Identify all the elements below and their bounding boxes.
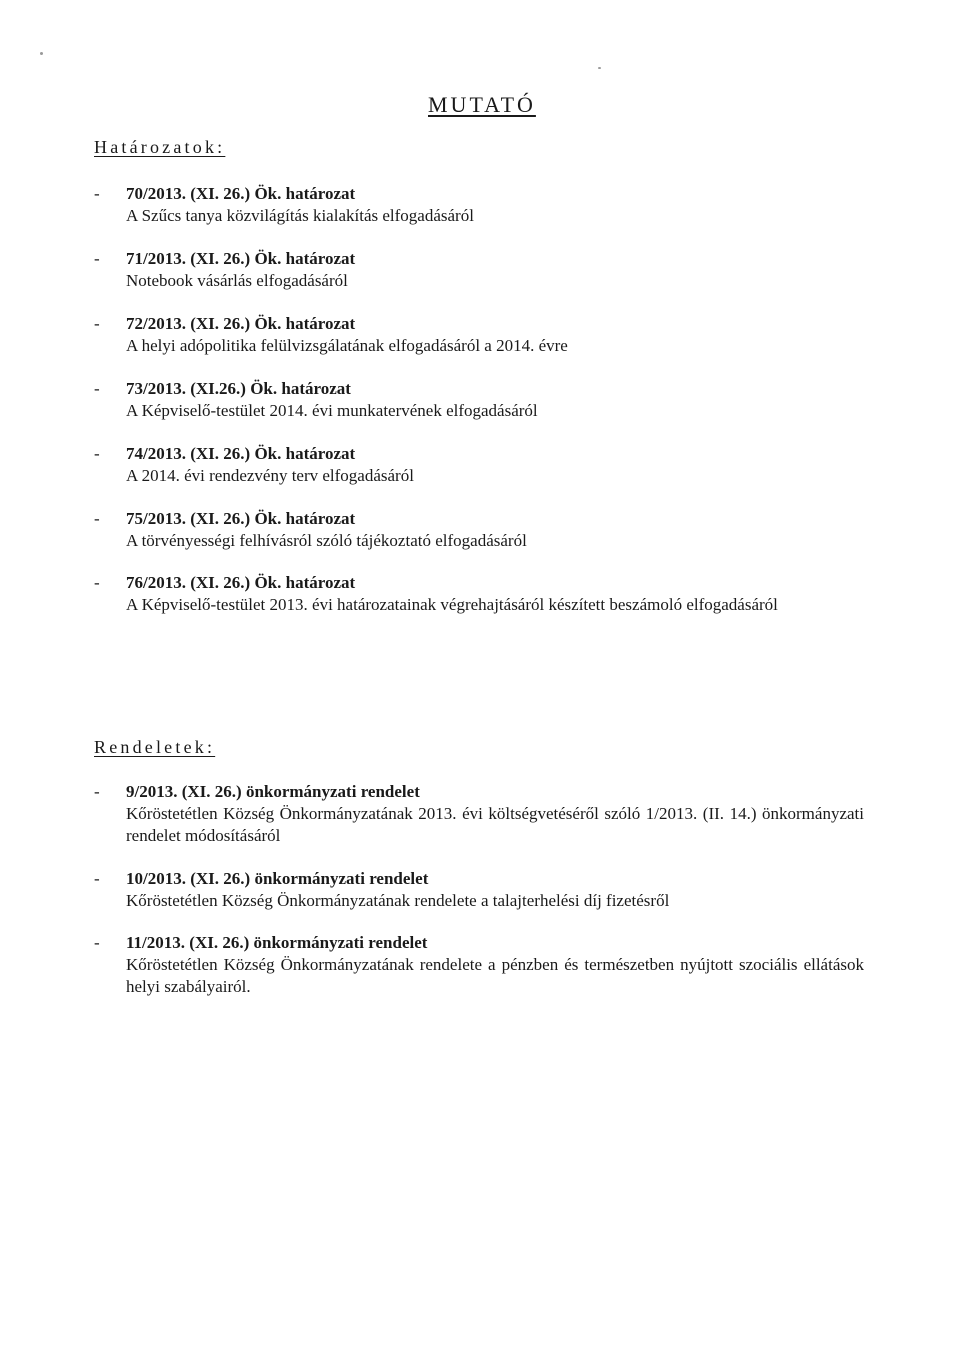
decree-description: Kőröstetétlen Község Önkormányzatának rendelete a pénzben és természetben nyújtott szociális ellátások helyi szabályairól. <box>126 955 864 996</box>
decree-entry <box>94 932 874 998</box>
scan-speck <box>598 67 601 69</box>
resolution-description: A Képviselő-testület 2013. évi határozatainak végrehajtásáról készített beszámoló elfogadásáról <box>126 595 778 614</box>
resolution-reference: 74/2013. (XI. 26.) Ök. határozat <box>126 444 356 463</box>
resolution-entry <box>94 508 874 552</box>
list-dash: - <box>94 869 100 888</box>
list-dash: - <box>94 184 100 203</box>
resolution-description: A törvényességi felhívásról szóló tájékoztató elfogadásáról <box>126 531 527 550</box>
decree-entry <box>94 868 874 912</box>
list-dash: - <box>94 314 100 333</box>
resolution-reference: 71/2013. (XI. 26.) Ök. határozat <box>126 249 356 268</box>
resolution-description: A Képviselő-testület 2014. évi munkatervének elfogadásáról <box>126 401 538 420</box>
decree-reference: 10/2013. (XI. 26.) önkormányzati rendelet <box>126 869 429 888</box>
resolution-entry <box>94 572 874 616</box>
decree-reference: 9/2013. (XI. 26.) önkormányzati rendelet <box>126 782 420 801</box>
resolution-entry <box>94 183 874 227</box>
decree-description: Kőröstetétlen Község Önkormányzatának 2013. évi költségvetéséről szóló 1/2013. (II. 14.) önkormányzati rendelet módosításáról <box>126 804 864 845</box>
resolution-description: A helyi adópolitika felülvizsgálatának elfogadásáról a 2014. évre <box>126 336 568 355</box>
resolution-reference: 72/2013. (XI. 26.) Ök. határozat <box>126 314 356 333</box>
decree-description: Kőröstetétlen Község Önkormányzatának rendelete a talajterhelési díj fizetésről <box>126 891 670 910</box>
resolution-description: A 2014. évi rendezvény terv elfogadásáról <box>126 466 414 485</box>
resolution-entry <box>94 248 874 292</box>
resolution-reference: 76/2013. (XI. 26.) Ök. határozat <box>126 573 356 592</box>
list-dash: - <box>94 933 100 952</box>
section-heading-rendeletek: Rendeletek: <box>94 737 216 757</box>
list-dash: - <box>94 444 100 463</box>
resolution-description: Notebook vásárlás elfogadásáról <box>126 271 348 290</box>
list-dash: - <box>94 379 100 398</box>
resolution-description: A Szűcs tanya közvilágítás kialakítás elfogadásáról <box>126 206 474 225</box>
scan-speck <box>40 52 43 55</box>
resolution-entry <box>94 313 874 357</box>
decree-entry <box>94 781 874 847</box>
resolution-reference: 70/2013. (XI. 26.) Ök. határozat <box>126 184 356 203</box>
list-dash: - <box>94 782 100 801</box>
resolution-reference: 73/2013. (XI.26.) Ök. határozat <box>126 379 351 398</box>
decree-reference: 11/2013. (XI. 26.) önkormányzati rendelet <box>126 933 428 952</box>
resolution-entry <box>94 378 874 422</box>
resolution-entry <box>94 443 874 487</box>
list-dash: - <box>94 249 100 268</box>
section-heading-hatarozatok: Határozatok: <box>94 137 226 157</box>
list-dash: - <box>94 509 100 528</box>
list-dash: - <box>94 573 100 592</box>
page-title: MUTATÓ <box>428 92 536 117</box>
resolution-reference: 75/2013. (XI. 26.) Ök. határozat <box>126 509 356 528</box>
